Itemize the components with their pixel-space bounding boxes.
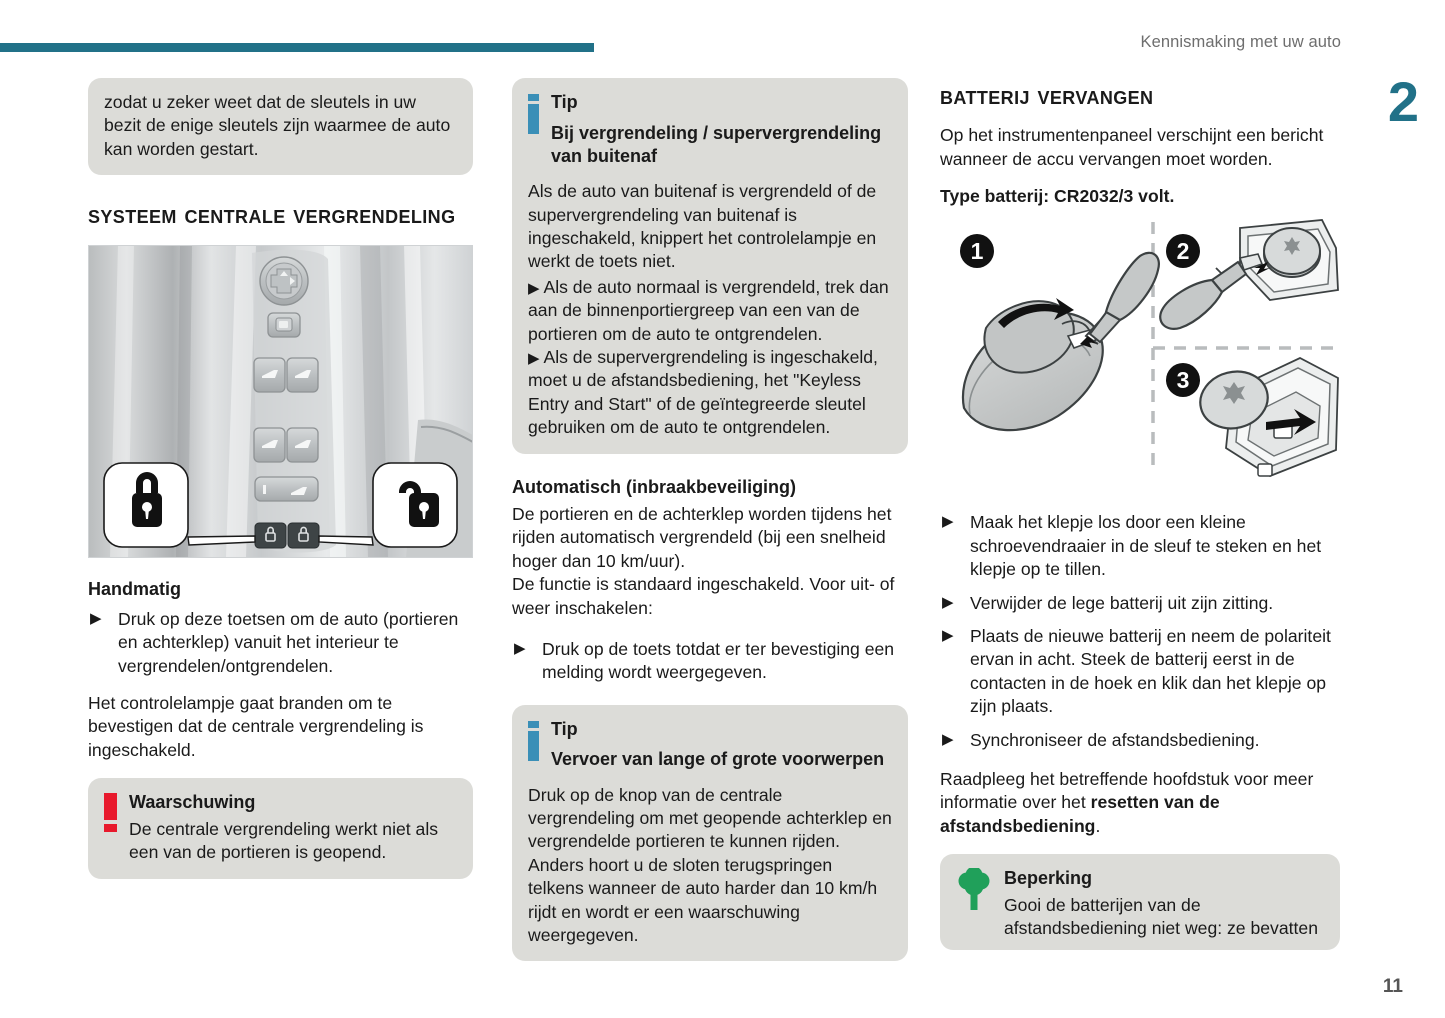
tip-title: Tip [551, 718, 578, 739]
triangle-bullet-icon: ▶ [528, 279, 540, 297]
list-item-text: Synchroniseer de afstandsbediening. [970, 729, 1260, 750]
triangle-bullet-icon: ▶ [528, 350, 540, 368]
tip-subtitle: Vervoer van lange of grote voorwerpen [551, 749, 885, 770]
tip-title: Tip [551, 92, 578, 112]
subheading-handmatig: Handmatig [88, 579, 182, 600]
paragraph-reset-reference [940, 768, 1340, 838]
eco-title: Beperking [1004, 868, 1093, 889]
list-item-text: Verwijder de lege batterij uit zijn zitting. [970, 592, 1274, 613]
battery-type-text: Type batterij: CR2032/3 volt. [940, 186, 1175, 207]
paragraph-enable-disable: De functie is standaard ingeschakeld. Voor uit- of weer inschakelen: [512, 574, 895, 618]
warning-title: Waarschuwing [129, 792, 256, 813]
triangle-bullet-icon: ▶ [942, 593, 954, 611]
tip-list-item-text: Als de auto normaal is vergrendeld, trek dan aan de binnenportiergreep van een van de portieren om de auto te ontgrendelen. [528, 276, 889, 344]
tip-callout-2 [512, 705, 908, 962]
list-item [88, 608, 473, 678]
paragraph-auto-locking: De portieren en de achterklep worden tijdens het rijden automatisch vergrendeld (bij een snelheid hoger dan 10 km/uur). [512, 503, 892, 571]
eco-text: Gooi de batterijen van de afstandsbediening niet weg: ze bevatten [1004, 894, 1318, 939]
page-title-battery-replacement: batterij vervangen [940, 80, 1154, 110]
paragraph-indicator-light: Het controlelampje gaat branden om te bevestigen dat de centrale vergrendeling is ingeschakeld. [88, 693, 424, 760]
tip-subtitle: Bij vergrendeling / supervergrendeling van buitenaf [551, 122, 882, 166]
list-item [940, 625, 1340, 719]
tip-list-item-text: Als de supervergrendeling is ingeschakeld, moet u de afstandsbediening, het "Keyless Entry and Start" of de geïntegreerde sleutel gebruiken om de auto te ontgrendelen. [528, 347, 878, 438]
warning-text: De centrale vergrendeling werkt niet als een van de portieren is geopend. [129, 818, 439, 863]
reset-text-part-1: Raadpleeg het betreffende hoofdstuk voor meer informatie over het [940, 769, 1314, 813]
tip-list-item [528, 276, 892, 346]
list-item-text: Druk op de toets totdat er ter bevestiging een melding wordt weergegeven. [542, 638, 895, 683]
column-middle [512, 78, 908, 983]
list-item-text: Druk op deze toetsen om de auto (portieren en achterklep) vanuit het interieur te vergrendelen/ontgrendelen. [118, 608, 459, 676]
list-item [940, 729, 1340, 752]
header-accent-bar [0, 43, 594, 52]
column-right [940, 78, 1340, 972]
triangle-bullet-icon: ▶ [942, 513, 954, 531]
triangle-bullet-icon: ▶ [942, 730, 954, 748]
list-item-text: Plaats de nieuwe batterij en neem de polariteit ervan in acht. Steek de batterij eerst in de contacten in de hoek en klik dan het klepje op zijn plaats. [970, 626, 1331, 717]
triangle-bullet-icon: ▶ [90, 609, 102, 627]
tip-callout-1 [512, 78, 908, 454]
subheading-automatisch: Automatisch (inbraakbeveiliging) [512, 476, 797, 497]
intro-text: zodat u zeker weet dat de sleutels in uw bezit de enige sleutels zijn waarmee de auto kan worden gestart. [104, 92, 451, 159]
tree-icon [956, 868, 992, 917]
eco-callout [940, 854, 1340, 950]
running-title: Kennismaking met uw auto [1140, 33, 1341, 51]
warning-callout [88, 778, 473, 878]
svg-text:2: 2 [1176, 238, 1190, 265]
svg-text:3: 3 [1176, 367, 1190, 394]
intro-continuation-box [88, 78, 473, 175]
reset-text-bold: resetten van de afstandsbediening [940, 792, 1220, 836]
list-item [940, 511, 1340, 581]
chapter-number: 2 [1387, 70, 1418, 133]
page-title-central-locking: systeem centrale vergrendeling [88, 199, 456, 230]
info-icon [528, 721, 539, 761]
page-number: 11 [1382, 976, 1403, 997]
svg-text:1: 1 [970, 238, 984, 265]
list-item [940, 592, 1340, 615]
reset-text-part-2: . [1095, 815, 1101, 836]
tip-list-item [528, 346, 892, 440]
tip-paragraph: Druk op de knop van de centrale vergrendeling om met geopende achterklep en vergrendelde portieren te kunnen rijden. Anders hoort u de sloten terugspringen telkens wanneer de auto harder dan 10 km/h rijdt en wordt er een waarschuwing weergegeven. [528, 784, 892, 945]
list-item [512, 638, 908, 685]
paragraph-battery-message: Op het instrumentenpaneel verschijnt een bericht wanneer de accu vervangen moet worden. [940, 125, 1324, 169]
triangle-bullet-icon: ▶ [942, 627, 954, 645]
figure-key-battery-steps [940, 218, 1340, 493]
triangle-bullet-icon: ▶ [514, 639, 526, 657]
tip-paragraph: Als de auto van buitenaf is vergrendeld of de supervergrendeling van buitenaf is ingeschakeld, knippert het controlelampje en werkt de toets niet. [528, 181, 877, 272]
list-item-text: Maak het klepje los door een kleine schroevendraaier in de sleuf te steken en het klepje op te tillen. [970, 512, 1322, 580]
figure-door-panel [88, 245, 473, 558]
info-icon [528, 94, 539, 134]
column-left [88, 78, 473, 901]
exclamation-icon [104, 793, 117, 832]
